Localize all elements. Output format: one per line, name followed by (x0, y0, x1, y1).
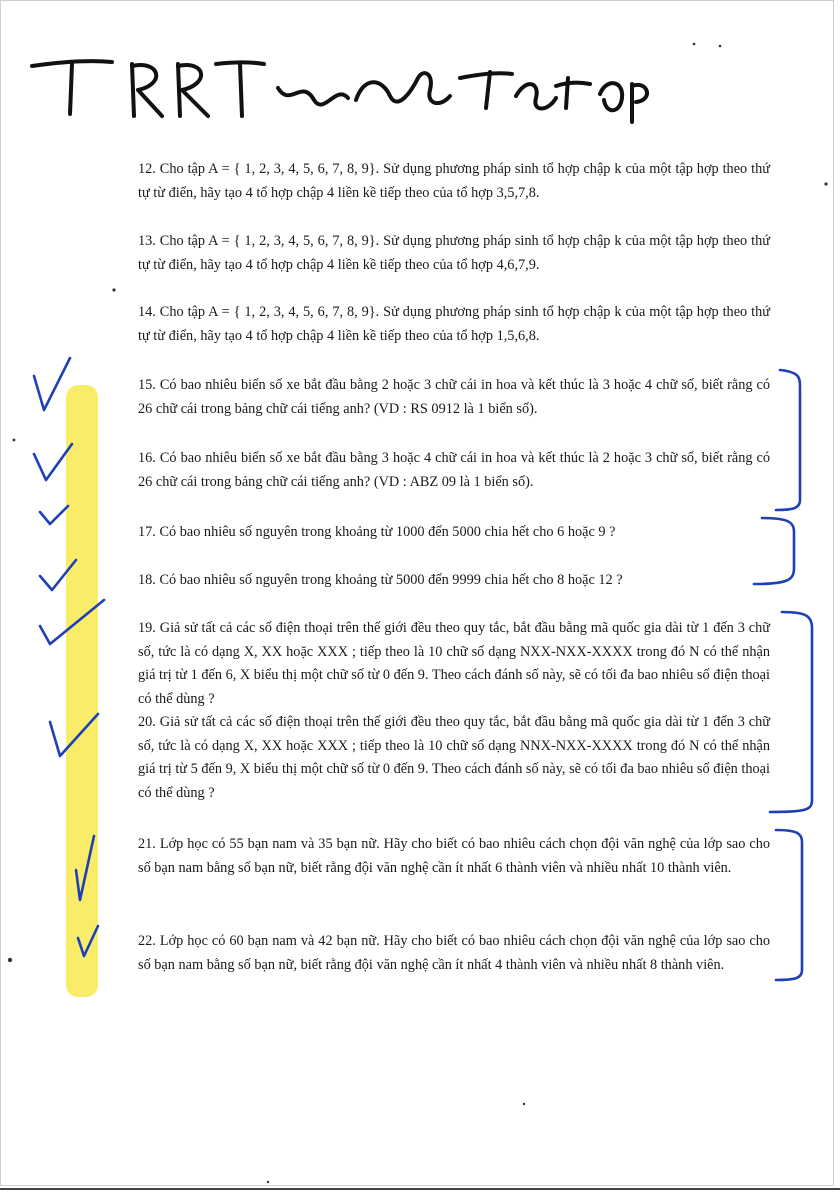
handwritten-note (20, 38, 660, 130)
problem-14: 14. Cho tập A = { 1, 2, 3, 4, 5, 6, 7, 8, 9}. Sử dụng phương pháp sinh tổ hợp chập k của một tập hợp theo thứ tự từ điển, hãy tạo 4 tổ hợp chập 4 liền kề tiếp theo của tổ hợp 1,5,6,8. (138, 304, 774, 344)
problem-12: 12. Cho tập A = { 1, 2, 3, 4, 5, 6, 7, 8, 9}. Sử dụng phương pháp sinh tổ hợp chập k của một tập hợp theo thứ tự từ điển, hãy tạo 4 tổ hợp chập 4 liền kề tiếp theo của tổ hợp 3,5,7,8. (138, 161, 774, 201)
page-bottom-edge (0, 1188, 840, 1190)
problem-18: 18. Có bao nhiêu số nguyên trong khoảng từ 5000 đến 9999 chia hết cho 8 hoặc 12 ? (138, 572, 623, 588)
problem-16: 16. Có bao nhiêu biển số xe bắt đầu bằng 3 hoặc 4 chữ cái in hoa và kết thúc là 2 hoặc 3 chữ số, biết rằng có 26 chữ cái trong bảng chữ cái tiếng anh? (VD : ABZ 09 là 1 biển số). (138, 450, 774, 490)
problem-19: 19. Giả sử tất cả các số điện thoại trên thế giới đều theo quy tắc, bắt đầu bằng mã quốc gia dài từ 1 đến 3 chữ số, tức là có dạng X, XX hoặc XXX ; tiếp theo là 10 chữ số dạng NXX-NXX-XXXX trong đó N có thể nhận giá trị từ 1 đến 6, X biểu thị một chữ số từ 0 đến 9. Theo cách đánh số này, sẽ có tối đa bao nhiêu số điện thoại có thể dùng ? (138, 620, 774, 707)
problem-13: 13. Cho tập A = { 1, 2, 3, 4, 5, 6, 7, 8, 9}. Sử dụng phương pháp sinh tổ hợp chập k của một tập hợp theo thứ tự từ điển, hãy tạo 4 tổ hợp chập 4 liền kề tiếp theo của tổ hợp 4,6,7,9. (138, 233, 774, 273)
yellow-highlight (66, 385, 98, 997)
problem-20: 20. Giả sử tất cả các số điện thoại trên thế giới đều theo quy tắc, bắt đầu bằng mã quốc gia dài từ 1 đến 3 chữ số, tức là có dạng X, XX hoặc XXX ; tiếp theo là 10 chữ số dạng NNX-NXX-XXXX trong đó N có thể nhận giá trị từ 5 đến 9, X biểu thị một chữ số từ 0 đến 9. Theo cách đánh số này, sẽ có tối đa bao nhiêu số điện thoại có thể dùng ? (138, 714, 774, 801)
problem-17: 17. Có bao nhiêu số nguyên trong khoảng từ 1000 đến 5000 chia hết cho 6 hoặc 9 ? (138, 524, 616, 540)
problem-21: 21. Lớp học có 55 bạn nam và 35 bạn nữ. Hãy cho biết có bao nhiêu cách chọn đội văn nghệ của lớp sao cho số bạn nam bằng số bạn nữ, biết rằng đội văn nghệ cần ít nhất 6 thành viên và nhiều nhất 10 thành viên. (138, 836, 774, 876)
problem-15: 15. Có bao nhiêu biển số xe bắt đầu bằng 2 hoặc 3 chữ cái in hoa và kết thúc là 3 hoặc 4 chữ số, biết rằng có 26 chữ cái trong bảng chữ cái tiếng anh? (VD : RS 0912 là 1 biển số). (138, 377, 774, 417)
problem-22: 22. Lớp học có 60 bạn nam và 42 bạn nữ. Hãy cho biết có bao nhiêu cách chọn đội văn nghệ của lớp sao cho số bạn nam bằng số bạn nữ, biết rằng đội văn nghệ cần ít nhất 4 thành viên và nhiều nhất 8 thành viên. (138, 933, 774, 973)
